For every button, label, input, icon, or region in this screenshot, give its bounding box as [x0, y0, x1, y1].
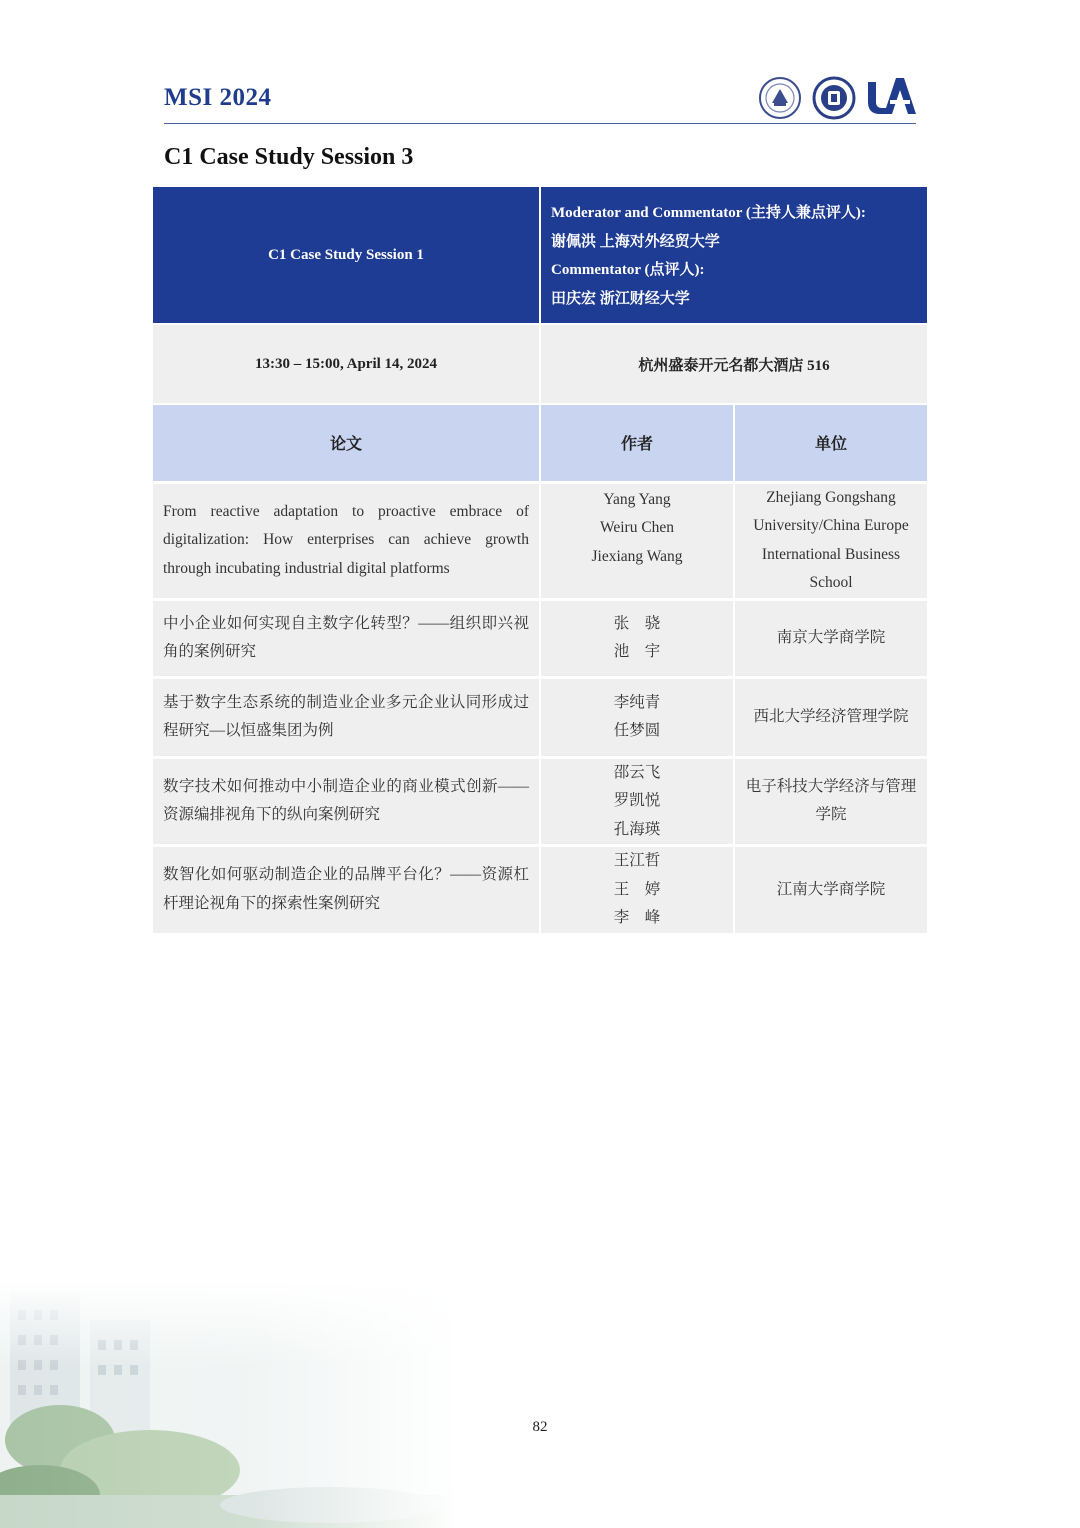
paper-title: 数字技术如何推动中小制造企业的商业模式创新——资源编排视角下的纵向案例研究	[153, 757, 540, 846]
commentator-label: Commentator (点评人):	[551, 262, 705, 278]
author: 王 婷	[613, 880, 661, 898]
moderators-cell	[540, 187, 927, 324]
paper-authors	[540, 599, 734, 677]
paper-title: From reactive adaptation to proactive embrace of digitalization: How enterprises can achieve growth through incubating industrial digital platforms	[153, 482, 540, 599]
author: Jiexiang Wang	[591, 547, 683, 565]
paper-unit: Zhejiang Gongshang University/China Europe International Business School	[734, 482, 927, 599]
paper-title: 基于数字生态系统的制造业企业多元企业认同形成过程研究—以恒盛集团为例	[153, 677, 540, 757]
paper-title: 数智化如何驱动制造企业的品牌平台化？——资源杠杆理论视角下的探索性案例研究	[153, 846, 540, 933]
paper-unit: 南京大学商学院	[734, 599, 927, 677]
column-header-paper: 论文	[153, 404, 540, 482]
table-row	[153, 757, 927, 846]
author: 池 宇	[613, 643, 661, 660]
author: 孔海瑛	[613, 820, 661, 838]
moderator-label: Moderator and Commentator (主持人兼点评人):	[551, 205, 866, 221]
paper-unit: 电子科技大学经济与管理学院	[734, 757, 927, 846]
table-row	[153, 846, 927, 933]
session-heading: C1 Case Study Session 3	[164, 144, 414, 170]
paper-authors	[540, 846, 734, 933]
university-emblem-icon	[812, 76, 856, 120]
author: Yang Yang	[603, 490, 671, 508]
paper-authors	[540, 757, 734, 846]
author: 王江哲	[613, 852, 661, 869]
paper-authors	[540, 677, 734, 757]
ua-logo-icon	[866, 76, 918, 116]
author: Weiru Chen	[599, 519, 675, 536]
table-row	[153, 677, 927, 757]
paper-title: 中小企业如何实现自主数字化转型？——组织即兴视角的案例研究	[153, 599, 540, 677]
session-table	[153, 187, 927, 933]
column-header-authors: 作者	[540, 404, 734, 482]
page-number: 82	[532, 1419, 548, 1435]
author: 李纯青	[613, 693, 661, 711]
paper-authors	[540, 482, 734, 599]
session-time: 13:30 – 15:00, April 14, 2024	[153, 324, 540, 404]
table-row	[153, 482, 927, 599]
paper-unit: 西北大学经济管理学院	[734, 677, 927, 757]
header-title: MSI 2024	[164, 84, 272, 111]
campus-building-watermark-icon	[0, 1280, 460, 1528]
moderator-name: 谢佩洪 上海对外经贸大学	[551, 233, 720, 250]
university-seal-icon	[758, 76, 802, 120]
author: 李 峰	[613, 909, 661, 926]
session-info-row	[153, 187, 927, 324]
header-rule	[164, 123, 916, 124]
session-venue: 杭州盛泰开元名都大酒店 516	[540, 324, 927, 404]
time-venue-row	[153, 324, 927, 404]
session-name: C1 Case Study Session 1	[153, 187, 540, 324]
author: 张 骁	[613, 614, 661, 632]
column-header-unit: 单位	[734, 404, 927, 482]
paper-unit: 江南大学商学院	[734, 846, 927, 933]
header-logos	[758, 76, 918, 120]
author: 罗凯悦	[613, 792, 661, 809]
commentator-name: 田庆宏 浙江财经大学	[551, 290, 690, 307]
column-header-row	[153, 404, 927, 482]
table-row	[153, 599, 927, 677]
author: 任梦圆	[613, 722, 661, 739]
author: 邵云飞	[613, 763, 661, 781]
